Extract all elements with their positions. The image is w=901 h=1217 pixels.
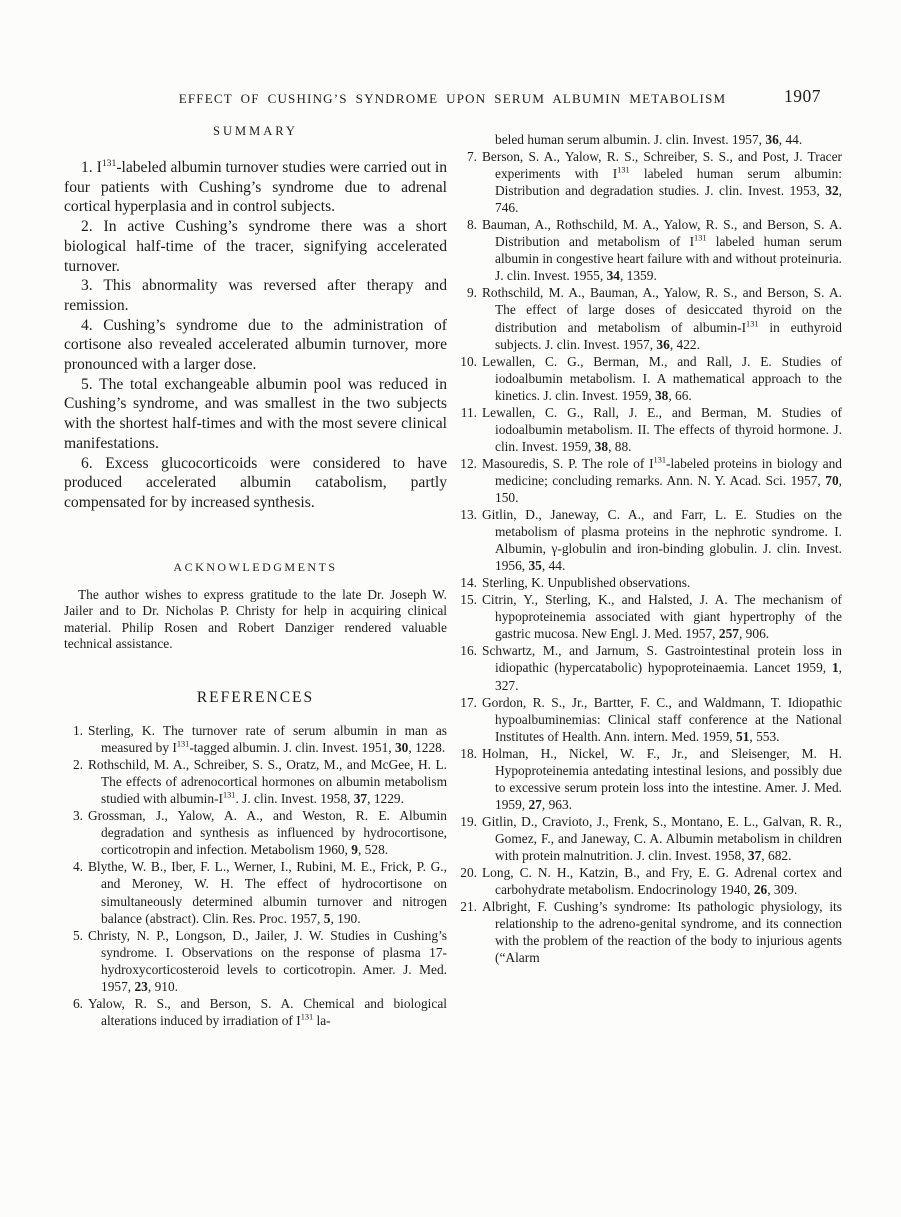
reference-item: 7. Berson, S. A., Yalow, R. S., Schreiber, S. S., and Post, J. Tracer experiments with $I^{131}$ labeled human serum albumin: Distribution and degradation studies. J. clin. Invest. 1953, 32, 746. [458, 148, 842, 216]
reference-number: 14. [460, 575, 477, 591]
summary-point: 4. Cushing’s syndrome due to the administration of cortisone also revealed accelerated albumin turnover, more pronounced with a larger dose. [64, 316, 447, 374]
summary-point: 5. The total exchangeable albumin pool was reduced in Cushing’s syndrome, and was smallest in the two subjects with the shortest half-times and with the most severe clinical manifestations. [64, 375, 447, 452]
reference-item: 11. Lewallen, C. G., Rall, J. E., and Berman, M. Studies of iodoalbumin metabolism. II. The effects of thyroid hormone. J. clin. Invest. 1959, 38, 88. [458, 404, 842, 455]
reference-number: 16. [460, 643, 477, 659]
reference-item: 19. Gitlin, D., Cravioto, J., Frenk, S., Montano, E. L., Galvan, R. R., Gomez, F., and Janeway, C. A. Albumin metabolism in children with protein malnutrition. J. clin. Invest. 1958, 37, 682. [458, 813, 842, 864]
references-list-right [458, 148, 842, 966]
reference-number: 20. [460, 865, 477, 881]
reference-number: 8. [466, 217, 477, 233]
reference-item: 6. Yalow, R. S., and Berson, S. A. Chemical and biological alterations induced by irradiation of $I^{131}$ la- [64, 995, 447, 1029]
reference-number: 2. [72, 757, 83, 773]
right-column [458, 131, 842, 966]
reference-item: 10. Lewallen, C. G., Berman, M., and Rall, J. E. Studies of iodoalbumin metabolism. I. A mathematical approach to the kinetics. J. clin. Invest. 1959, 38, 66. [458, 353, 842, 404]
reference-item: 4. Blythe, W. B., Iber, F. L., Werner, I., Rubini, M. E., Frick, P. G., and Meroney, W. H. The effect of hydrocortisone on simultaneously determined albumin turnover and nitrogen balance (abstract). Clin. Res. Proc. 1957, 5, 190. [64, 858, 447, 926]
reference-item: 9. Rothschild, M. A., Bauman, A., Yalow, R. S., and Berson, S. A. The effect of large doses of desiccated thyroid on the distribution and metabolism of albumin-$I^{131}$ in euthyroid subjects. J. clin. Invest. 1957, 36, 422. [458, 284, 842, 352]
reference-number: 10. [460, 353, 477, 369]
reference-item: 1. Sterling, K. The turnover rate of serum albumin in man as measured by $I^{131}$-tagged albumin. J. clin. Invest. 1951, 30, 1228. [64, 722, 447, 756]
reference-continuation: beled human serum albumin. J. clin. Invest. 1957, 36, 44. [495, 132, 803, 147]
page-number: 1907 [784, 86, 821, 106]
acknowledgments-heading: ACKNOWLEDGMENTS [173, 559, 338, 574]
references-heading: REFERENCES [196, 689, 315, 707]
reference-number: 18. [460, 745, 477, 761]
summary-list [64, 158, 447, 513]
acknowledgments-text: The author wishes to express gratitude to the late Dr. Joseph W. Jailer and to Dr. Nicholas P. Christy for help in acquiring clinical material. Philip Rosen and Robert Danziger rendered valuable technical assistance. [64, 586, 447, 652]
reference-item: 5. Christy, N. P., Longson, D., Jailer, J. W. Studies in Cushing’s syndrome. I. Observations on the response of plasma 17-hydroxycorticosteroid levels to corticotropin. Amer. J. Med. 1957, 23, 910. [64, 927, 447, 995]
reference-number: 4. [72, 859, 83, 875]
reference-number: 1. [72, 723, 83, 739]
running-title: EFFECT OF CUSHING’S SYNDROME UPON SERUM ALBUMIN METABOLISM [178, 91, 727, 106]
reference-item: 21. Albright, F. Cushing’s syndrome: Its pathologic physiology, its relationship to the adreno-genital syndrome, and its connection with the problem of the reaction of the body to injurious agents (“Alarm [458, 898, 842, 966]
reference-number: 6. [72, 995, 83, 1011]
reference-item: 3. Grossman, J., Yalow, A. A., and Weston, R. E. Albumin degradation and synthesis as influenced by hydrocortisone, corticotropin and infection. Metabolism 1960, 9, 528. [64, 807, 447, 858]
page-header [64, 86, 841, 107]
left-column [64, 124, 447, 1029]
reference-number: 21. [460, 899, 477, 915]
reference-item: 20. Long, C. N. H., Katzin, B., and Fry, E. G. Adrenal cortex and carbohydrate metabolism. Endocrinology 1940, 26, 309. [458, 864, 842, 898]
reference-number: 12. [460, 455, 477, 471]
summary-point: 6. Excess glucocorticoids were considered to have produced accelerated albumin catabolism, partly compensated for by increased synthesis. [64, 454, 447, 511]
summary-heading: SUMMARY [213, 124, 298, 138]
reference-item: 12. Masouredis, S. P. The role of $I^{131}$-labeled proteins in biology and medicine; concluding remarks. Ann. N. Y. Acad. Sci. 1957, 70, 150. [458, 455, 842, 506]
summary-point: 2. In active Cushing’s syndrome there was a short biological half-time of the tracer, signifying accelerated turnover. [64, 218, 447, 275]
reference-number: 17. [460, 694, 477, 710]
reference-item: 13. Gitlin, D., Janeway, C. A., and Farr, L. E. Studies on the metabolism of plasma proteins in the nephrotic syndrome. I. Albumin, γ-globulin and iron-binding globulin. J. clin. Invest. 1956, 35, 44. [458, 506, 842, 574]
summary-point: 3. This abnormality was reversed after therapy and remission. [64, 277, 447, 314]
summary-point: 1. $I^{131}$-labeled albumin turnover studies were carried out in four patients with Cushing’s syndrome due to adrenal cortical hyperplasia and in control subjects. [64, 157, 447, 216]
reference-number: 19. [460, 813, 477, 829]
reference-item: 8. Bauman, A., Rothschild, M. A., Yalow, R. S., and Berson, S. A. Distribution and metabolism of $I^{131}$ labeled human serum albumin in congestive heart failure with and without proteinuria. J. clin. Invest. 1955, 34, 1359. [458, 216, 842, 284]
reference-number: 7. [466, 149, 477, 165]
reference-number: 5. [72, 927, 83, 943]
reference-item: 18. Holman, H., Nickel, W. F., Jr., and Sleisenger, M. H. Hypoproteinemia antedating intestinal lesions, and possibly due to excessive serum protein loss into the intestine. Amer. J. Med. 1959, 27, 963. [458, 745, 842, 813]
reference-item: 17. Gordon, R. S., Jr., Bartter, F. C., and Waldmann, T. Idiopathic hypoalbuminemias: Clinical staff conference at the National Institutes of Health. Ann. intern. Med. 1959, 51, 553. [458, 694, 842, 745]
reference-item: 15. Citrin, Y., Sterling, K., and Halsted, J. A. The mechanism of hypoproteinemia associated with giant hypertrophy of the gastric mucosa. New Engl. J. Med. 1957, 257, 906. [458, 591, 842, 642]
reference-item: 14. Sterling, K. Unpublished observations. [458, 574, 842, 591]
reference-number: 11. [460, 404, 477, 420]
reference-number: 13. [460, 507, 477, 523]
reference-number: 15. [460, 592, 477, 608]
reference-number: 3. [72, 808, 83, 824]
reference-item: 2. Rothschild, M. A., Schreiber, S. S., Oratz, M., and McGee, H. L. The effects of adrenocortical hormones on albumin metabolism studied with albumin-$I^{131}$. J. clin. Invest. 1958, 37, 1229. [64, 756, 447, 807]
references-list-left [64, 722, 447, 1029]
reference-item: 16. Schwartz, M., and Jarnum, S. Gastrointestinal protein loss in idiopathic (hypercatabolic) hypoproteinaemia. Lancet 1959, 1, 327. [458, 642, 842, 693]
reference-number: 9. [466, 285, 477, 301]
